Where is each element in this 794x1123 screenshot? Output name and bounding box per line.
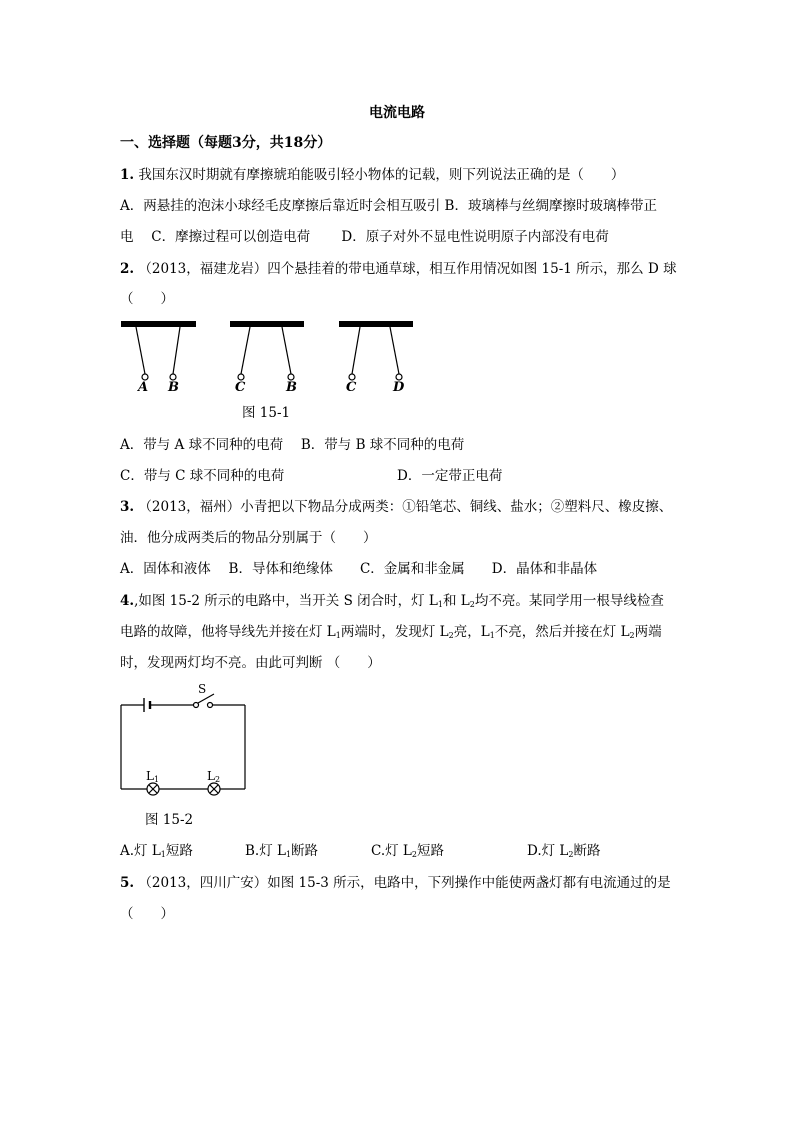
q4-opt-a-tail: 短路	[165, 843, 193, 859]
q2-options-ab: A．带与 A 球不同种的电荷 B．带与 B 球不同种的电荷	[120, 437, 465, 453]
q4-option-c	[371, 842, 444, 860]
q5-number: 5.	[120, 875, 135, 891]
q4-text-2e: 两端	[634, 624, 662, 640]
q3-stem-line2: 油．他分成两类后的物品分别属于（ ）	[120, 530, 377, 546]
lamp-l1-label	[146, 767, 159, 785]
sub-1: 1	[437, 600, 443, 609]
q4-opt-c-tail: 短路	[417, 843, 444, 859]
q4-opt-d-text: D.灯 L	[527, 843, 569, 859]
q2-number: 2.	[120, 261, 135, 277]
ball-label-d: D	[393, 380, 405, 395]
sub-2: 2	[214, 775, 221, 784]
q4-option-a	[120, 842, 193, 860]
q1-options-line2: 电 C．摩擦过程可以创造电荷 D．原子对外不显电性说明原子内部没有电荷	[120, 229, 609, 245]
ball-label-a: A	[138, 380, 149, 395]
sub-1: 1	[335, 631, 341, 640]
q4-text-1c: 均不亮。某同学用一根导线检查	[474, 593, 664, 609]
q3-text: （2013，福州）小青把以下物品分成两类：①铅笔芯、铜线、盐水；②塑料尺、橡皮擦、	[138, 499, 673, 515]
sub-2: 2	[629, 631, 635, 640]
q1-number: 1.	[120, 167, 135, 183]
ball-label-c2: C	[346, 380, 357, 395]
q5-stem	[120, 874, 671, 892]
lamp-l2-letter: L	[207, 769, 215, 783]
q4-number: 4.	[120, 593, 135, 609]
q2-stem-blank: （ ）	[120, 291, 174, 307]
q1-text: 我国东汉时期就有摩擦琥珀能吸引轻小物体的记载，则下列说法正确的是（ ）	[138, 167, 625, 183]
sub-1: 1	[489, 631, 495, 640]
sub-2: 2	[469, 600, 475, 609]
doc-title: 电流电路	[369, 105, 425, 121]
q4-opt-b-tail: 断路	[291, 843, 319, 859]
sub-2: 2	[411, 850, 417, 859]
switch-contact-1	[194, 703, 199, 708]
sub-1: 1	[285, 850, 292, 859]
q4-text-1b: 和 L	[442, 593, 470, 609]
q3-options: A．固体和液体 B．导体和绝缘体 C．金属和非金属 D．晶体和非晶体	[120, 561, 598, 577]
switch-label: S	[198, 682, 207, 696]
q4-stem-line3: 时，发现两灯均不亮。由此可判断 （ ）	[120, 655, 381, 671]
q4-text-2b: 两端时，发现灯 L	[340, 624, 449, 640]
q4-text-2d: 不亮，然后并接在灯 L	[494, 624, 630, 640]
q4-opt-d-tail: 断路	[573, 843, 601, 859]
section-heading: 一、选择题（每题3分，共18分）	[120, 135, 332, 151]
q4-option-b	[245, 842, 318, 860]
q4-opt-a-text: A.灯 L	[120, 843, 161, 859]
figure-15-2-caption: 图 15-2	[145, 812, 194, 828]
q4-text-1a: ,如图 15-2 所示的电路中，当开关 S 闭合时，灯 L	[134, 593, 438, 609]
q4-option-d	[527, 842, 600, 860]
q5-text: （2013，四川广安）如图 15-3 所示，电路中，下列操作中能使两盏灯都有电流通过的是	[138, 875, 671, 891]
sub-1: 1	[160, 850, 166, 859]
q2-option-c: C．带与 C 球不同种的电荷	[120, 468, 285, 484]
q4-text-2a: 电路的故障，他将导线先并接在灯 L	[120, 624, 336, 640]
q2-option-d: D．一定带正电荷	[397, 468, 503, 484]
q4-opt-b-text: B.灯 L	[245, 843, 286, 859]
q4-opt-c-text: C.灯 L	[371, 843, 412, 859]
ball-label-c: C	[235, 380, 246, 395]
lamp-l2-label	[207, 767, 220, 785]
sub-2: 2	[568, 850, 574, 859]
lamp-l1-letter: L	[146, 769, 154, 783]
figure-15-1-caption: 图 15-1	[242, 405, 291, 421]
ball-label-b: B	[168, 380, 179, 395]
q1-options-line1: A．两悬挂的泡沫小球经毛皮摩擦后靠近时会相互吸引 B．玻璃棒与丝绸摩擦时玻璃棒带正	[120, 198, 657, 214]
ball-label-b2: B	[286, 380, 297, 395]
sub-2: 2	[448, 631, 454, 640]
q3-number: 3.	[120, 499, 135, 515]
q5-stem-blank: （ ）	[120, 906, 174, 922]
q2-text: （2013，福建龙岩）四个悬挂着的带电通草球，相互作用情况如图 15-1 所示，那么 D 球	[138, 261, 677, 277]
switch-contact-2	[208, 703, 213, 708]
sub-1: 1	[153, 775, 160, 784]
q4-text-2c: 亮，L	[453, 624, 490, 640]
